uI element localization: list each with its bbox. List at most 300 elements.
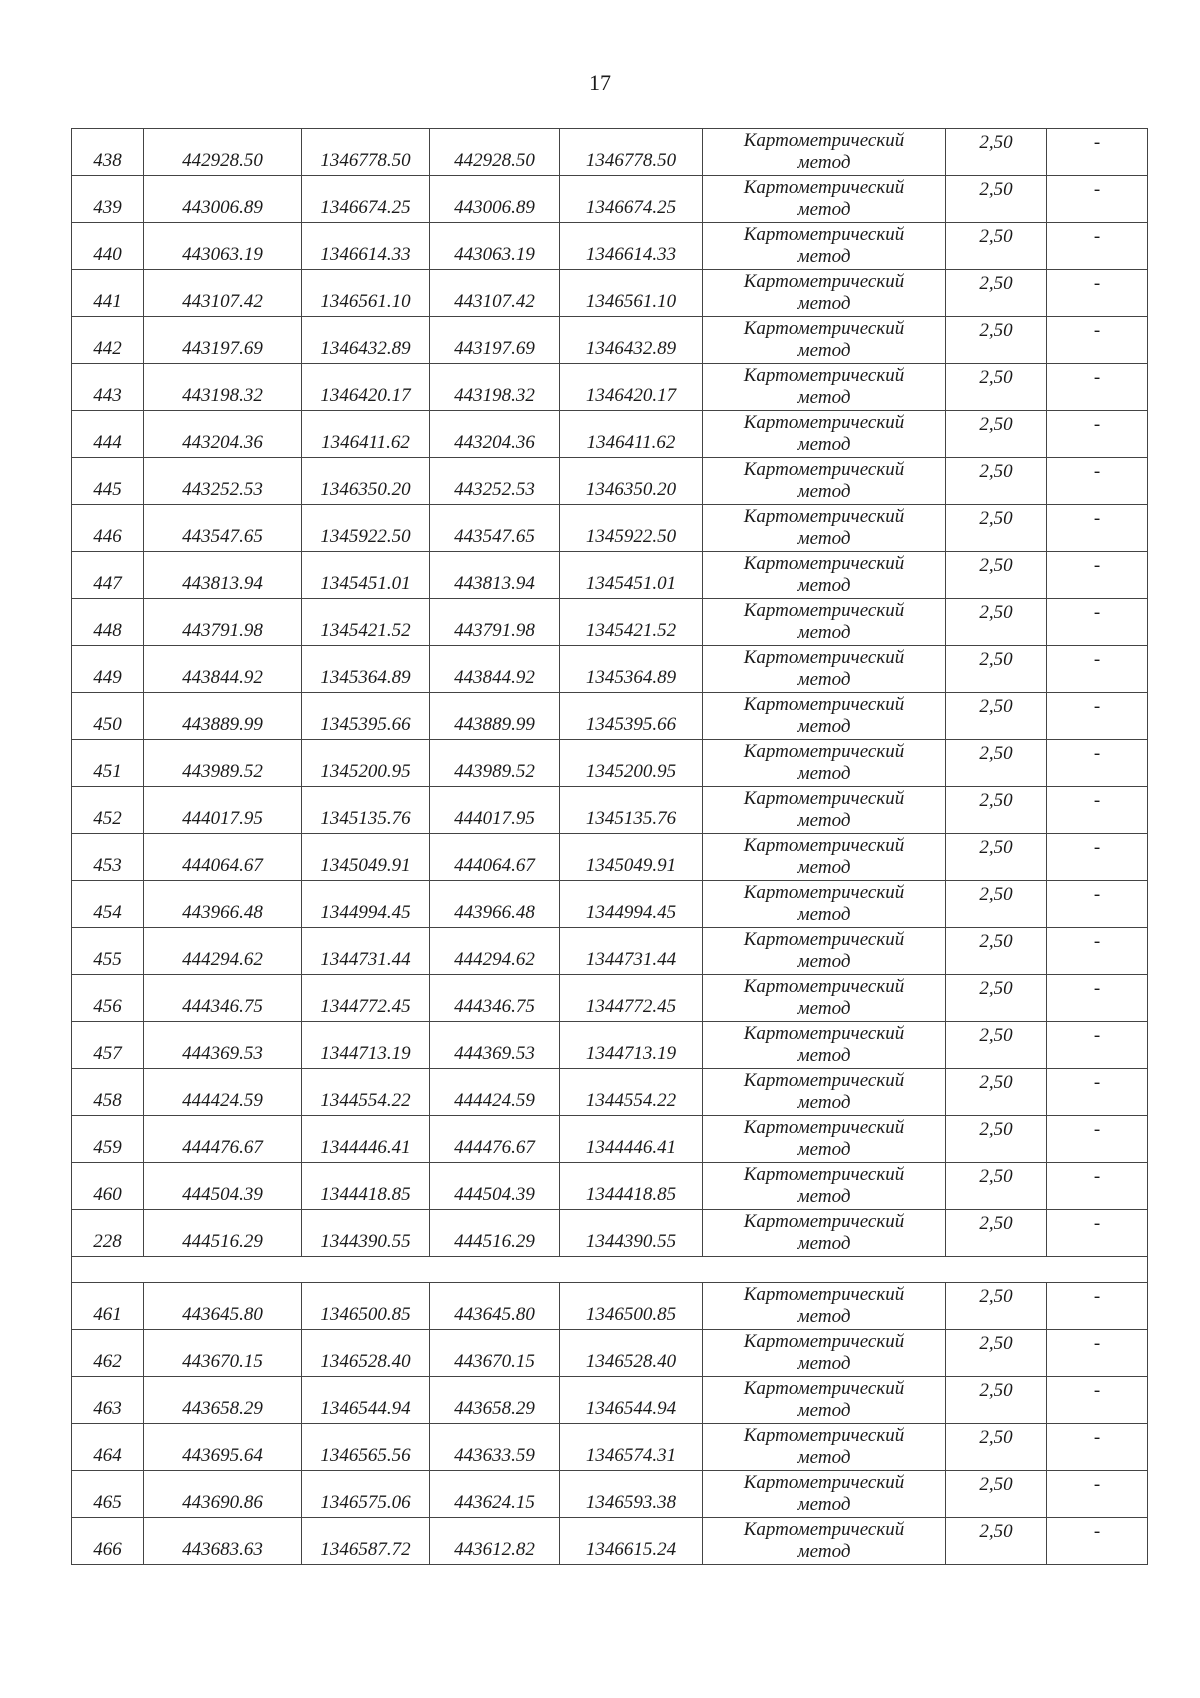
method-line-2: метод [797,293,851,314]
y-existing-cell: 1345135.76 [302,787,430,834]
table-row [72,364,1148,411]
y-refined-cell: 1346528.40 [560,1330,703,1377]
method-line-1: Картометрический [743,929,905,950]
x-refined-cell: 444346.75 [430,975,560,1022]
point-number-cell: 445 [72,458,144,505]
x-existing-cell: 443006.89 [144,176,302,223]
y-existing-cell: 1346674.25 [302,176,430,223]
method-line-2: метод [797,1353,851,1374]
point-number-cell: 462 [72,1330,144,1377]
accuracy-cell: 2,50 [946,129,1047,176]
method-line-2: метод [797,951,851,972]
x-existing-cell: 443791.98 [144,599,302,646]
x-refined-cell: 443658.29 [430,1377,560,1424]
x-refined-cell: 443204.36 [430,411,560,458]
y-existing-cell: 1345364.89 [302,646,430,693]
method-cell [703,1518,946,1565]
method-line-2: метод [797,1447,851,1468]
y-existing-cell: 1346614.33 [302,223,430,270]
method-line-2: метод [797,1306,851,1327]
x-refined-cell: 444369.53 [430,1022,560,1069]
method-line-1: Картометрический [743,271,905,292]
x-existing-cell: 444516.29 [144,1210,302,1257]
method-line-2: метод [797,575,851,596]
accuracy-cell: 2,50 [946,928,1047,975]
method-line-1: Картометрический [743,130,905,151]
x-existing-cell: 443547.65 [144,505,302,552]
point-number-cell: 463 [72,1377,144,1424]
note-cell: - [1047,928,1148,975]
x-refined-cell: 443813.94 [430,552,560,599]
table-row [72,975,1148,1022]
table-row [72,693,1148,740]
x-refined-cell: 443624.15 [430,1471,560,1518]
method-line-1: Картометрический [743,788,905,809]
y-refined-cell: 1345135.76 [560,787,703,834]
y-existing-cell: 1344390.55 [302,1210,430,1257]
page-number: 17 [589,70,611,95]
point-number-cell: 461 [72,1283,144,1330]
method-line-1: Картометрический [743,224,905,245]
x-existing-cell: 444294.62 [144,928,302,975]
y-refined-cell: 1344554.22 [560,1069,703,1116]
method-line-2: метод [797,763,851,784]
note-cell: - [1047,1210,1148,1257]
x-refined-cell: 443645.80 [430,1283,560,1330]
y-existing-cell: 1346528.40 [302,1330,430,1377]
y-existing-cell: 1346575.06 [302,1471,430,1518]
method-cell [703,223,946,270]
method-cell [703,317,946,364]
x-existing-cell: 443813.94 [144,552,302,599]
x-existing-cell: 443204.36 [144,411,302,458]
y-existing-cell: 1346420.17 [302,364,430,411]
x-refined-cell: 443966.48 [430,881,560,928]
note-cell: - [1047,599,1148,646]
accuracy-cell: 2,50 [946,223,1047,270]
accuracy-cell: 2,50 [946,1424,1047,1471]
y-existing-cell: 1345421.52 [302,599,430,646]
method-line-1: Картометрический [743,1164,905,1185]
section-separator-row [72,1257,1148,1283]
x-existing-cell: 444369.53 [144,1022,302,1069]
point-number-cell: 457 [72,1022,144,1069]
x-refined-cell: 442928.50 [430,129,560,176]
accuracy-cell: 2,50 [946,1283,1047,1330]
point-number-cell: 455 [72,928,144,975]
note-cell: - [1047,552,1148,599]
table-row [72,270,1148,317]
method-line-2: метод [797,340,851,361]
method-cell [703,834,946,881]
y-refined-cell: 1344731.44 [560,928,703,975]
y-refined-cell: 1346674.25 [560,176,703,223]
y-refined-cell: 1344446.41 [560,1116,703,1163]
accuracy-cell: 2,50 [946,458,1047,505]
y-refined-cell: 1345451.01 [560,552,703,599]
y-refined-cell: 1345364.89 [560,646,703,693]
x-existing-cell: 443063.19 [144,223,302,270]
method-cell [703,1283,946,1330]
y-refined-cell: 1345922.50 [560,505,703,552]
method-cell [703,1163,946,1210]
accuracy-cell: 2,50 [946,834,1047,881]
method-line-1: Картометрический [743,553,905,574]
point-number-cell: 438 [72,129,144,176]
accuracy-cell: 2,50 [946,176,1047,223]
method-cell [703,881,946,928]
y-refined-cell: 1345049.91 [560,834,703,881]
point-number-cell: 451 [72,740,144,787]
note-cell: - [1047,458,1148,505]
x-refined-cell: 443633.59 [430,1424,560,1471]
table-row [72,458,1148,505]
method-line-1: Картометрический [743,1070,905,1091]
y-refined-cell: 1346420.17 [560,364,703,411]
method-line-2: метод [797,481,851,502]
x-existing-cell: 443670.15 [144,1330,302,1377]
table-row [72,834,1148,881]
method-cell [703,646,946,693]
note-cell: - [1047,834,1148,881]
table-row [72,176,1148,223]
y-refined-cell: 1346593.38 [560,1471,703,1518]
accuracy-cell: 2,50 [946,1471,1047,1518]
point-number-cell: 449 [72,646,144,693]
point-number-cell: 453 [72,834,144,881]
accuracy-cell: 2,50 [946,1116,1047,1163]
note-cell: - [1047,1424,1148,1471]
accuracy-cell: 2,50 [946,505,1047,552]
table-row [72,1471,1148,1518]
note-cell: - [1047,411,1148,458]
method-line-2: метод [797,857,851,878]
table-row [72,1116,1148,1163]
accuracy-cell: 2,50 [946,364,1047,411]
x-refined-cell: 444017.95 [430,787,560,834]
y-refined-cell: 1346411.62 [560,411,703,458]
method-line-1: Картометрический [743,1472,905,1493]
note-cell: - [1047,223,1148,270]
accuracy-cell: 2,50 [946,881,1047,928]
y-existing-cell: 1346561.10 [302,270,430,317]
point-number-cell: 454 [72,881,144,928]
table-row [72,552,1148,599]
table-row [72,1210,1148,1257]
y-existing-cell: 1344554.22 [302,1069,430,1116]
method-cell [703,975,946,1022]
y-existing-cell: 1346411.62 [302,411,430,458]
note-cell: - [1047,505,1148,552]
accuracy-cell: 2,50 [946,787,1047,834]
y-existing-cell: 1346432.89 [302,317,430,364]
note-cell: - [1047,129,1148,176]
y-existing-cell: 1344772.45 [302,975,430,1022]
note-cell: - [1047,646,1148,693]
accuracy-cell: 2,50 [946,646,1047,693]
x-existing-cell: 443198.32 [144,364,302,411]
table-row [72,928,1148,975]
table-row [72,1424,1148,1471]
y-refined-cell: 1346614.33 [560,223,703,270]
y-existing-cell: 1346544.94 [302,1377,430,1424]
method-line-1: Картометрический [743,365,905,386]
x-refined-cell: 443612.82 [430,1518,560,1565]
y-existing-cell: 1346500.85 [302,1283,430,1330]
x-existing-cell: 444064.67 [144,834,302,881]
point-number-cell: 459 [72,1116,144,1163]
table-row [72,1330,1148,1377]
note-cell: - [1047,270,1148,317]
y-existing-cell: 1346778.50 [302,129,430,176]
y-refined-cell: 1346544.94 [560,1377,703,1424]
table-row [72,411,1148,458]
accuracy-cell: 2,50 [946,270,1047,317]
method-line-2: метод [797,1139,851,1160]
method-cell [703,1069,946,1116]
table-row [72,223,1148,270]
accuracy-cell: 2,50 [946,693,1047,740]
point-number-cell: 450 [72,693,144,740]
y-refined-cell: 1346615.24 [560,1518,703,1565]
y-refined-cell: 1345200.95 [560,740,703,787]
method-line-1: Картометрический [743,177,905,198]
note-cell: - [1047,176,1148,223]
x-refined-cell: 444424.59 [430,1069,560,1116]
x-existing-cell: 443844.92 [144,646,302,693]
point-number-cell: 466 [72,1518,144,1565]
accuracy-cell: 2,50 [946,1210,1047,1257]
point-number-cell: 442 [72,317,144,364]
method-line-2: метод [797,246,851,267]
table-row [72,1518,1148,1565]
x-refined-cell: 444064.67 [430,834,560,881]
method-cell [703,1424,946,1471]
accuracy-cell: 2,50 [946,975,1047,1022]
point-number-cell: 444 [72,411,144,458]
method-line-2: метод [797,152,851,173]
method-line-2: метод [797,1186,851,1207]
accuracy-cell: 2,50 [946,317,1047,364]
x-existing-cell: 443989.52 [144,740,302,787]
point-number-cell: 448 [72,599,144,646]
point-number-cell: 447 [72,552,144,599]
accuracy-cell: 2,50 [946,599,1047,646]
y-existing-cell: 1346350.20 [302,458,430,505]
y-refined-cell: 1346574.31 [560,1424,703,1471]
point-number-cell: 441 [72,270,144,317]
y-refined-cell: 1344713.19 [560,1022,703,1069]
method-line-2: метод [797,622,851,643]
point-number-cell: 452 [72,787,144,834]
y-refined-cell: 1344418.85 [560,1163,703,1210]
x-existing-cell: 443252.53 [144,458,302,505]
y-existing-cell: 1344418.85 [302,1163,430,1210]
point-number-cell: 456 [72,975,144,1022]
method-cell [703,129,946,176]
y-existing-cell: 1344446.41 [302,1116,430,1163]
method-line-2: метод [797,998,851,1019]
table-row [72,505,1148,552]
note-cell: - [1047,740,1148,787]
x-refined-cell: 443006.89 [430,176,560,223]
y-refined-cell: 1346778.50 [560,129,703,176]
x-existing-cell: 443645.80 [144,1283,302,1330]
point-number-cell: 439 [72,176,144,223]
method-line-1: Картометрический [743,1284,905,1305]
accuracy-cell: 2,50 [946,1377,1047,1424]
note-cell: - [1047,975,1148,1022]
table-row [72,1022,1148,1069]
y-existing-cell: 1346587.72 [302,1518,430,1565]
x-refined-cell: 443889.99 [430,693,560,740]
method-cell [703,411,946,458]
method-line-2: метод [797,1494,851,1515]
method-cell [703,740,946,787]
note-cell: - [1047,881,1148,928]
y-refined-cell: 1345395.66 [560,693,703,740]
y-existing-cell: 1346565.56 [302,1424,430,1471]
y-refined-cell: 1346500.85 [560,1283,703,1330]
table-row [72,881,1148,928]
method-line-2: метод [797,1400,851,1421]
accuracy-cell: 2,50 [946,1330,1047,1377]
y-refined-cell: 1346432.89 [560,317,703,364]
table-row [72,1377,1148,1424]
x-refined-cell: 443791.98 [430,599,560,646]
method-line-1: Картометрический [743,459,905,480]
x-refined-cell: 444294.62 [430,928,560,975]
accuracy-cell: 2,50 [946,1163,1047,1210]
method-cell [703,599,946,646]
point-number-cell: 458 [72,1069,144,1116]
x-existing-cell: 444504.39 [144,1163,302,1210]
method-line-1: Картометрический [743,506,905,527]
method-line-2: метод [797,669,851,690]
method-cell [703,505,946,552]
y-existing-cell: 1345049.91 [302,834,430,881]
table-row [72,1283,1148,1330]
note-cell: - [1047,317,1148,364]
method-line-2: метод [797,1092,851,1113]
method-line-1: Картометрический [743,1023,905,1044]
y-refined-cell: 1346561.10 [560,270,703,317]
table-row [72,129,1148,176]
y-existing-cell: 1344994.45 [302,881,430,928]
note-cell: - [1047,1163,1148,1210]
note-cell: - [1047,1069,1148,1116]
point-number-cell: 460 [72,1163,144,1210]
x-refined-cell: 443670.15 [430,1330,560,1377]
section-separator-cell [72,1257,1148,1283]
accuracy-cell: 2,50 [946,740,1047,787]
x-existing-cell: 443683.63 [144,1518,302,1565]
point-number-cell: 446 [72,505,144,552]
method-line-1: Картометрический [743,1331,905,1352]
note-cell: - [1047,1518,1148,1565]
method-line-1: Картометрический [743,647,905,668]
y-refined-cell: 1344772.45 [560,975,703,1022]
x-refined-cell: 443107.42 [430,270,560,317]
table-row [72,1163,1148,1210]
x-existing-cell: 443966.48 [144,881,302,928]
x-existing-cell: 443690.86 [144,1471,302,1518]
note-cell: - [1047,1471,1148,1518]
method-line-2: метод [797,1045,851,1066]
method-line-1: Картометрический [743,976,905,997]
point-number-cell: 440 [72,223,144,270]
method-cell [703,1377,946,1424]
note-cell: - [1047,1022,1148,1069]
note-cell: - [1047,1283,1148,1330]
x-refined-cell: 443252.53 [430,458,560,505]
point-number-cell: 465 [72,1471,144,1518]
x-existing-cell: 444017.95 [144,787,302,834]
x-existing-cell: 443658.29 [144,1377,302,1424]
x-existing-cell: 443197.69 [144,317,302,364]
coordinates-table-body [72,129,1148,1565]
method-line-1: Картометрический [743,1519,905,1540]
method-line-2: метод [797,1233,851,1254]
x-existing-cell: 443889.99 [144,693,302,740]
x-refined-cell: 444476.67 [430,1116,560,1163]
point-number-cell: 228 [72,1210,144,1257]
note-cell: - [1047,693,1148,740]
y-existing-cell: 1345922.50 [302,505,430,552]
method-line-1: Картометрический [743,1378,905,1399]
y-existing-cell: 1345395.66 [302,693,430,740]
method-line-2: метод [797,434,851,455]
method-line-1: Картометрический [743,600,905,621]
method-cell [703,176,946,223]
note-cell: - [1047,364,1148,411]
point-number-cell: 464 [72,1424,144,1471]
method-line-1: Картометрический [743,835,905,856]
method-line-2: метод [797,716,851,737]
y-existing-cell: 1344731.44 [302,928,430,975]
table-row [72,787,1148,834]
method-cell [703,1116,946,1163]
y-refined-cell: 1345421.52 [560,599,703,646]
method-cell [703,364,946,411]
method-cell [703,270,946,317]
method-line-1: Картометрический [743,1117,905,1138]
table-row [72,646,1148,693]
method-cell [703,1471,946,1518]
accuracy-cell: 2,50 [946,552,1047,599]
method-cell [703,1022,946,1069]
method-line-1: Картометрический [743,1425,905,1446]
accuracy-cell: 2,50 [946,1069,1047,1116]
coordinates-table [71,128,1148,1565]
method-line-2: метод [797,1541,851,1562]
method-line-2: метод [797,904,851,925]
method-cell [703,552,946,599]
accuracy-cell: 2,50 [946,1518,1047,1565]
accuracy-cell: 2,50 [946,1022,1047,1069]
y-existing-cell: 1345451.01 [302,552,430,599]
table-row [72,599,1148,646]
x-refined-cell: 443198.32 [430,364,560,411]
method-line-2: метод [797,810,851,831]
method-cell [703,928,946,975]
method-line-1: Картометрический [743,318,905,339]
x-refined-cell: 443844.92 [430,646,560,693]
point-number-cell: 443 [72,364,144,411]
x-existing-cell: 443695.64 [144,1424,302,1471]
x-existing-cell: 443107.42 [144,270,302,317]
table-row [72,317,1148,364]
